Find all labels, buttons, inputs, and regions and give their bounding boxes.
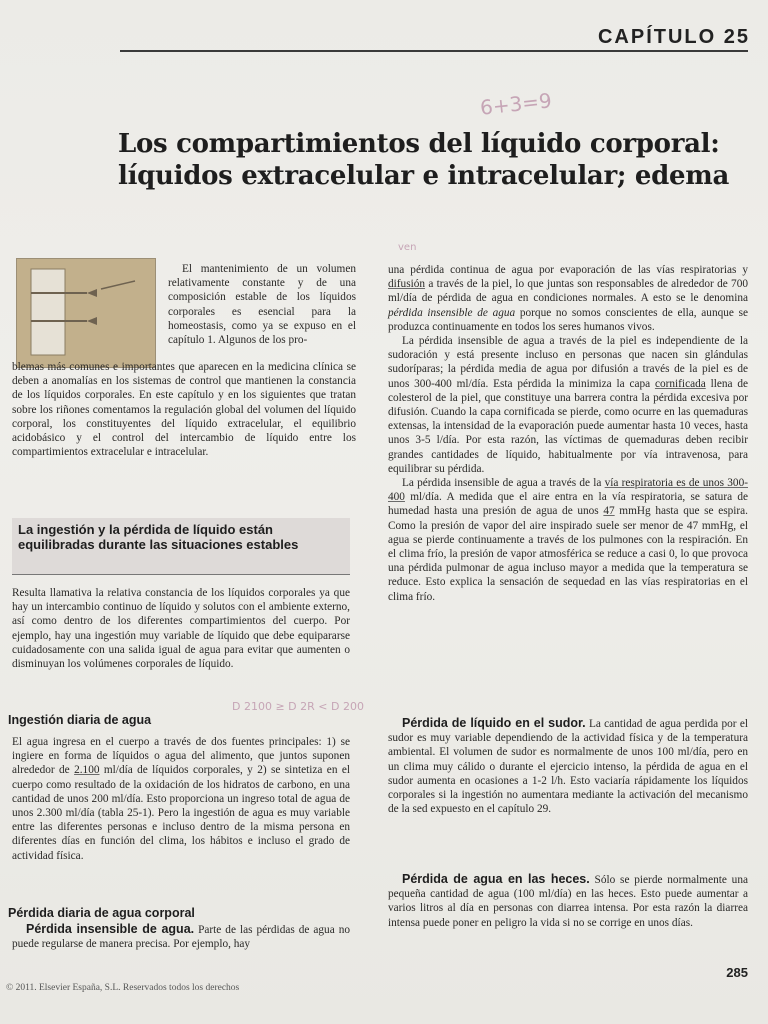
handwritten-note-right: ven [398, 242, 417, 253]
right-text: una pérdida continua de agua por evaporación de las vías respiratorias y [388, 264, 748, 276]
intro-text-bottom [12, 360, 356, 459]
right-text: a través de la piel, lo que juntas son responsables de alrededor de 700 ml/día de pérdida de agua en condiciones normales. A esto se le denomina [388, 278, 748, 305]
handwritten-note: 6+3=9 [478, 88, 553, 120]
perdida-runin-heading: Pérdida insensible de agua. [26, 922, 195, 936]
chapter-title [118, 128, 758, 192]
ingestion-text-b: ml/día de líquidos corporales, y 2) se sintetiza en el cuerpo como resultado de la oxidación de los hidratos de carbono, en una cantidad de unos 200 ml/día. Esto proporciona un ingreso total de agua de unos 2.300 ml/día (tabla 25-1). Pero la ingestión de agua es muy variable entre las diferentes personas e incluso dentro de la misma persona en diferentes días en función del clima, los hábitos e incluso el grado de actividad física. [12, 764, 350, 862]
subheading-perdida: Pérdida diaria de agua corporal [8, 906, 195, 920]
section-body [12, 586, 350, 671]
right-text: llena de colesterol de la piel, que constituye una barrera contra la pérdida excesiva por difusión. Cuando la capa cornificada se pierde, como ocurre en las quemaduras extensas, la intensidad de la evaporación puede aumentar hasta 10 veces, hasta unos 3-5 l/día. Por esta razón, las víctimas de quemaduras deben recibir grandes cantidades de líquido, habitualmente por vía intravenosa, para equilibrar su pérdida. [388, 377, 748, 475]
title-line-2: líquidos extracelular e intracelular; edema [118, 161, 730, 191]
right-paragraph-2 [388, 334, 748, 476]
heces-text: Sólo se pierde normalmente una pequeña cantidad de agua (100 ml/día) en las heces. Esto puede aumentar a varios litros al día en personas con diarrea intensa. Por esta razón la diarrea intensa puede poner en peligro la vida si no se corrige en unos días. [388, 874, 748, 929]
title-line-1: Los compartimientos del líquido corporal: [118, 129, 720, 159]
heces-section [388, 872, 748, 930]
right-text: porque no somos conscientes de ella, aunque se produzca continuamente en todos los seres humanos vivos. [388, 306, 748, 333]
ingestion-body [12, 735, 350, 863]
underlined-word: cornificada [654, 377, 706, 390]
heces-runin-heading: Pérdida de agua en las heces. [402, 872, 590, 886]
underlined-word: difusión [388, 278, 426, 291]
perdida-paragraph [12, 922, 350, 951]
page-number: 285 [726, 965, 748, 980]
intro-text-top [168, 262, 356, 347]
subheading-ingestion: Ingestión diaria de agua [8, 713, 152, 727]
section-heading: La ingestión y la pérdida de líquido están equilibradas durante las situaciones estables [18, 522, 299, 552]
radiator-illustration [17, 259, 155, 367]
italic-term: pérdida insensible de agua [388, 306, 516, 319]
right-column [388, 263, 748, 604]
right-text: ml/día. A medida que el aire entra en la vía respiratoria, se satura de humedad hasta una presión de agua de unos [388, 491, 748, 518]
right-text: mmHg hasta que se espira. Como la presión de vapor del aire inspirado suele ser menor de 47 mmHg, el agua se pierde continuamente a través de los pulmones con la respiración. En el clima frío, la presión de vapor atmosférica se reduce a casi 0, lo que provoca una pérdida pulmonar de agua incluso mayor a medida que la temperatura se reduce. Esto explica la sensación de sequedad en las vías respiratorias en el clima frío. [388, 505, 748, 603]
ingestion-text-a: El agua ingresa en el cuerpo a través de dos fuentes principales: 1) se ingiere en forma de líquidos o agua del alimento, que juntos suponen alrededor de [12, 736, 350, 777]
section-paragraph: Resulta llamativa la relativa constancia de los líquidos corporales ya que hay un intercambio continuo de líquido y solutos con el ambiente externo, así como dentro de los diferentes compartimientos del cuerpo. Por ejemplo, hay una ingestión muy variable de líquido que debe equipararse cuidadosamente con una salida igual de agua para evitar que aumenten o disminuyan los volúmenes corporales de líquido. [12, 587, 350, 671]
intro-paragraph-continued: blemas más comunes e importantes que aparecen en la medicina clínica se deben a anomalías en los sistemas de control que mantienen la constancia de los líquidos corporales. En este capítulo y en los siguientes que tratan sobre los riñones comentamos la regulación global del volumen del líquido corporal, los constituyentes del líquido extracelular, el equilibrio acidobásico y el control del intercambio de líquido entre los compartimientos extracelular e intracelular. [12, 361, 356, 459]
sudor-text: La cantidad de agua perdida por el sudor es muy variable dependiendo de la actividad física y de la temperatura ambiental. El volumen de sudor es normalmente de unos 100 ml/día, pero en un clima muy cálido o durante el ejercicio intenso, la pérdida de agua en el sudor aumenta en ocasiones a 1-2 l/h. Esto vaciaría rápidamente los líquidos corporales si la ingestión no aumentara mediante la activación del mecanismo de la sed expuesto en el capítulo 29. [388, 718, 748, 816]
section-heading-box [12, 518, 350, 575]
underlined-value: 47 [603, 505, 615, 518]
heces-paragraph [388, 872, 748, 930]
sudor-paragraph [388, 716, 748, 816]
chapter-label: CAPÍTULO 25 [597, 26, 750, 48]
underlined-phrase: vía respiratoria es de unos 300-400 [388, 477, 748, 504]
sudor-section [388, 716, 748, 816]
right-text: La pérdida insensible de agua a través de la piel es independiente de la sudoración y está presente incluso en personas que nacen sin glándulas sudoríparas; la pérdida media de agua por difusión a través de la piel es de unos 300-400 ml/día. Esta pérdida la minimiza la capa [388, 335, 748, 390]
chapter-image [16, 258, 156, 368]
sudor-runin-heading: Pérdida de líquido en el sudor. [402, 716, 586, 730]
perdida-body [12, 922, 350, 951]
copyright-footer: © 2011. Elsevier España, S.L. Reservados todos los derechos [6, 983, 240, 993]
right-paragraph-1 [388, 263, 748, 334]
ingestion-paragraph [12, 735, 350, 863]
right-text: La pérdida insensible de agua a través de la [402, 477, 605, 490]
header-rule [120, 50, 748, 52]
perdida-text: Parte de las pérdidas de agua no puede regularse de manera precisa. Por ejemplo, hay [12, 924, 350, 951]
intro-paragraph-start: El mantenimiento de un volumen relativamente constante y de una composición estable de los líquidos corporales es esencial para la homeostasis, como ya se expuso en el capítulo 1. Algunos de los pro- [168, 263, 356, 347]
handwritten-margin-note: D 2100 ≥ D 2R < D 200 [232, 700, 364, 713]
right-paragraph-3 [388, 476, 748, 604]
underlined-value: 2.100 [74, 764, 100, 777]
